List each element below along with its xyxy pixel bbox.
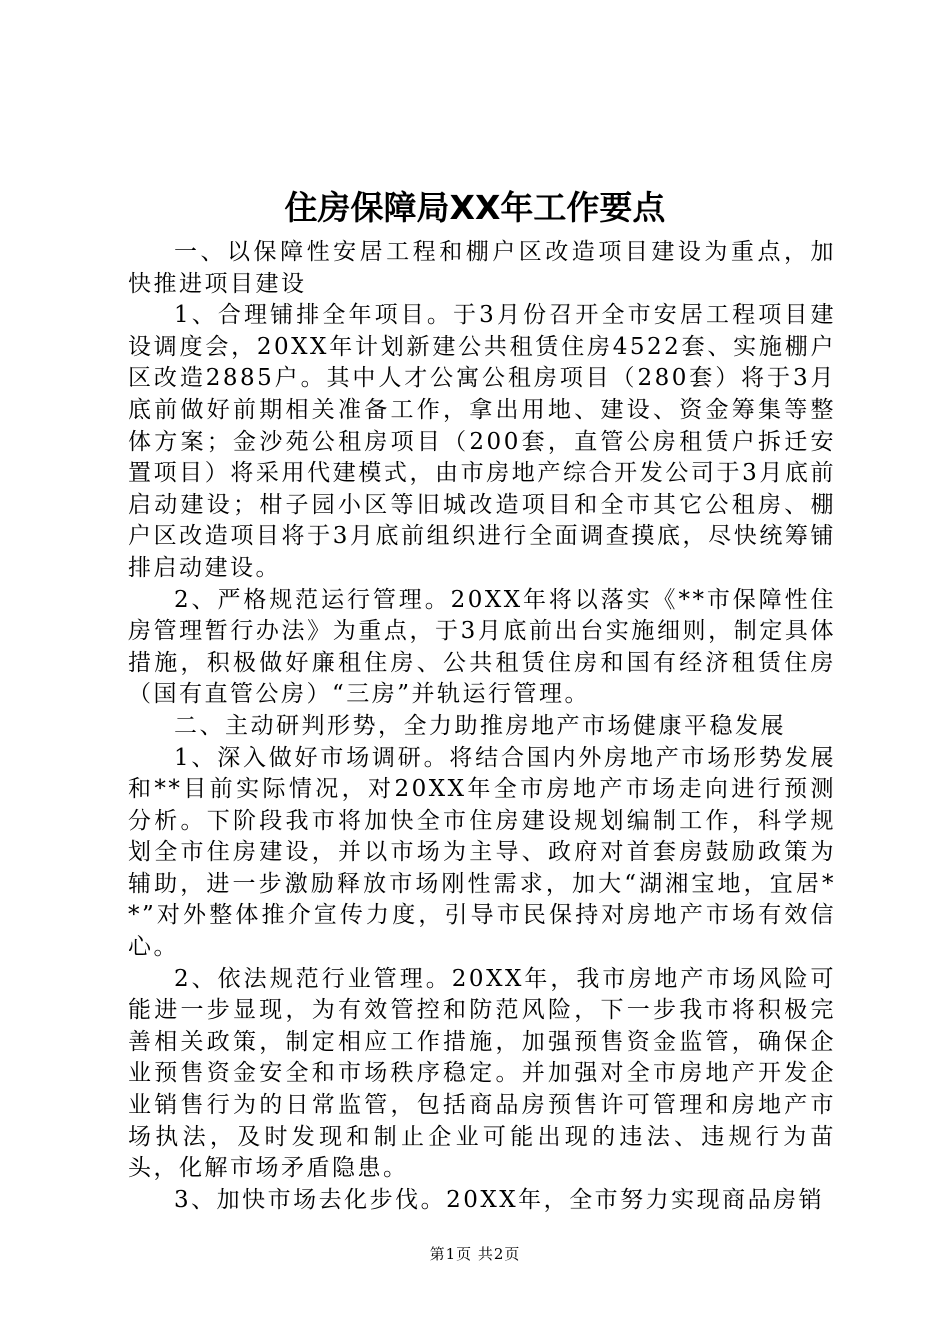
- page-number-footer: 第1页 共2页: [429, 1245, 521, 1263]
- document-body: [128, 237, 836, 1216]
- paragraph-market-research: 1、深入做好市场调研。将结合国内外房地产市场形势发展和**目前实际情况，对20XX年全市房地产市场走向进行预测分析。下阶段我市将加快全市住房建设规划编制工作，科学规划全市住房建设，并以市场为主导、政府对首套房鼓励政策为辅助，进一步激励释放市场刚性需求，加大“湖湘宝地，宜居**”对外整体推介宣传力度，引导市民保持对房地产市场有效信心。: [128, 744, 836, 961]
- section-heading-1: 一、以保障性安居工程和棚户区改造项目建设为重点，加快推进项目建设: [128, 239, 836, 297]
- paragraph-operation-management: 2、严格规范运行管理。20XX年将以落实《**市保障性住房管理暂行办法》为重点，于3月底前出台实施细则，制定具体措施，积极做好廉租住房、公共租赁住房和国有经济租赁住房（国有直管公房）“三房”并轨运行管理。: [128, 586, 836, 708]
- section-heading-2: 二、主动研判形势，全力助推房地产市场健康平稳发展: [174, 712, 786, 739]
- paragraph-industry-management: 2、依法规范行业管理。20XX年，我市房地产市场风险可能进一步显现，为有效管控和防范风险，下一步我市将积极完善相关政策，制定相应工作措施，加强预售资金监管，确保企业预售资金安全和市场秩序稳定。并加强对全市房地产开发企业销售行为的日常监管，包括商品房预售许可管理和房地产市场执法，及时发现和制止企业可能出现的违法、违规行为苗头，化解市场矛盾隐患。: [128, 965, 836, 1182]
- document-title: 住房保障局XX年工作要点: [284, 188, 666, 227]
- paragraph-market-destocking: 3、加快市场去化步伐。20XX年，全市努力实现商品房销: [174, 1186, 825, 1213]
- paragraph-project-scheduling: 1、合理铺排全年项目。于3月份召开全市安居工程项目建设调度会，20XX年计划新建公共租赁住房4522套、实施棚户区改造2885户。其中人才公寓公租房项目（280套）将于3月底前做好前期相关准备工作，拿出用地、建设、资金筹集等整体方案；金沙苑公租房项目（200套，直管公房租赁户拆迁安置项目）将采用代建模式，由市房地产综合开发公司于3月底前启动建设；柑子园小区等旧城改造项目和全市其它公租房、棚户区改造项目将于3月底前组织进行全面调查摸底，尽快统筹铺排启动建设。: [128, 302, 836, 581]
